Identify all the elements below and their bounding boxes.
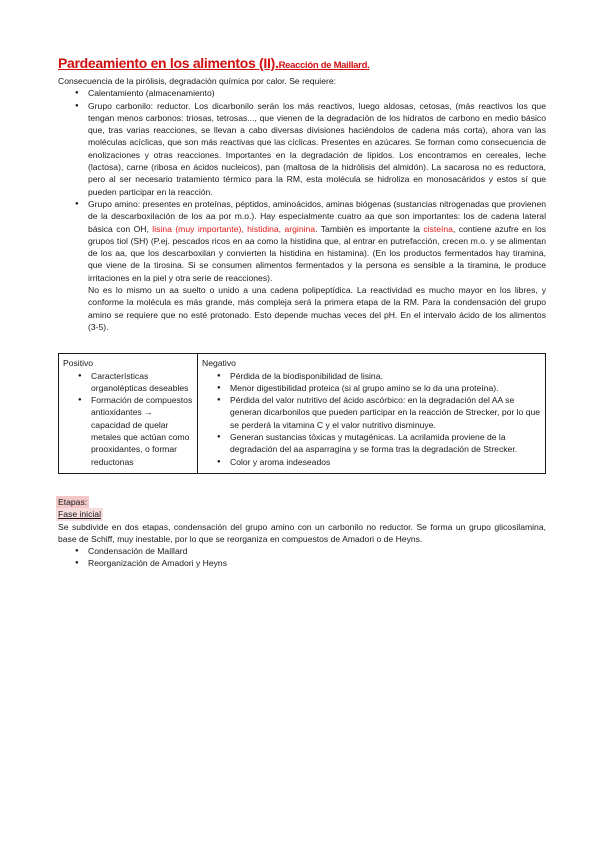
negative-list: [202, 370, 541, 468]
amino-highlight-cysteine: cisteína: [423, 223, 453, 234]
amino-text-1: Grupo amino: presentes en proteínas, péptidos, aminoácidos, aminas biógenas (sustancias nitrogenadas que provienen de la descarboxilación de los aa por m.o.). Hay especialmente cuatro aa que son importantes: los de cadena lateral básica con OH,: [88, 198, 546, 234]
stages-subheading: Fase inicial: [58, 509, 101, 520]
requirement-carbonyl: ● Grupo carbonilo: reductor. Los dicarbonilo serán los más reactivos, luego aldosas, cetosas, (más reactivos los que tengan menos carbonos: triosas, tetrosas..., que vienen de la degradación de los hidratos de carbono en medio básico que, tras varias reacciones, se llevan a cabo diversas divisiones haciéndolos de cadena más corta), ahora van las moléculas acíclicas, que son más reactivas que las cíclicas. Presentes en azúcares. Se forman como consecuencia de enolizaciones y otras reacciones. Importantes en la degradación de lípidos. Los encontramos en cereales, leche (lactosa), carne (ribosa en ácidos nucleicos), pan (maltosa de la hidrólisis del almidón). La sacarosa no es reductora, pero al ser necesario tratamiento térmico para la RM, esta molécula se hidroliza en monosacáridos y estos sí que pueden participar en la reacción.: [88, 100, 546, 198]
amino-highlight-basic: lisina (muy importante), histidina, arginina: [152, 223, 316, 234]
page-title: [58, 54, 546, 75]
positive-column: [59, 354, 198, 474]
negative-header: Negativo: [202, 358, 236, 369]
requirements-list: [58, 87, 546, 284]
negative-item: ● Pérdida del valor nutritivo del ácido ascórbico: en la degradación del AA se generan dicarbonilos que pueden participar en la reacción de Strecker, por lo que se perderá la vitamina C y el valor nutritivo disminuye.: [230, 394, 541, 431]
negative-item: ● Generan sustancias tóxicas y mutagénicas. La acrilamida proviene de la degradación del aa asparragina y se forma tras la degradación de Strecker.: [230, 431, 541, 456]
requirement-heating: ● Calentamiento (almacenamiento): [88, 87, 546, 99]
positive-item: ● Características organolépticas deseables: [91, 370, 193, 395]
negative-item: ● Color y aroma indeseados: [230, 456, 541, 468]
negative-item: ● Pérdida de la biodisponibilidad de lisina.: [230, 370, 541, 382]
negative-item: ● Menor digestibilidad proteica (si al grupo amino se lo da una proteína).: [230, 382, 541, 394]
document-page: [58, 54, 546, 570]
title-main: Pardeamiento en los alimentos (II).: [58, 55, 279, 71]
amino-continuation: No es lo mismo un aa suelto o unido a una cadena polipeptídica. La reactividad es mucho mayor en los libres, y conforme la molécula es más grande, más compleja será la primera etapa de la RM. Para la condensación del grupo amino se requiere que no esté protonado. Esto depende muchas veces del pH. En el intervalo ácido de los alimentos (3-5).: [88, 285, 546, 332]
positive-list: [63, 370, 193, 468]
stages-paragraph: Se subdivide en dos etapas, condensación del grupo amino con un carbonilo no reductor. Se forma un grupo glicosilamina, base de Schiff, muy inestable, por lo que se reorganiza en compuestos de Amadori o de Heyns.: [58, 521, 546, 544]
amino-text-3: , contiene azufre en los grupos tiol (SH) (P.ej. pescados ricos en aa como la histidina que, al entrar en putrefacción, crecen m.o. y se alimentan de los aa, que los descarboxilan y convierten la histidina en histamina). (En los productos fermentados hay tiramina, que viene de la tirosina. Si se consumen alimentos fermentados y la persona es sensible a la tiramina, le produce irritaciones en la piel y otra serie de reacciones).: [88, 223, 547, 283]
intro-paragraph: Consecuencia de la pirólisis, degradación química por calor. Se requiere:: [58, 76, 337, 86]
stages-heading: Etapas:: [58, 496, 88, 507]
stage-item: ● Condensación de Maillard: [88, 545, 546, 557]
title-subtitle: Reacción de Maillard.: [278, 60, 370, 71]
stages-section: [58, 496, 546, 570]
amino-text-2: . También es importante la: [315, 223, 424, 234]
positive-header: Positivo: [63, 358, 94, 369]
stage-item: ● Reorganización de Amadori y Heyns: [88, 557, 546, 569]
requirement-amino: [88, 198, 546, 284]
effects-table: [58, 353, 546, 474]
stages-list: [58, 545, 546, 570]
negative-column: [198, 354, 546, 474]
positive-item: ● Formación de compuestos antioxidantes → capacidad de quelar metales que actúan como prooxidantes, o formar reductonas: [91, 394, 193, 468]
